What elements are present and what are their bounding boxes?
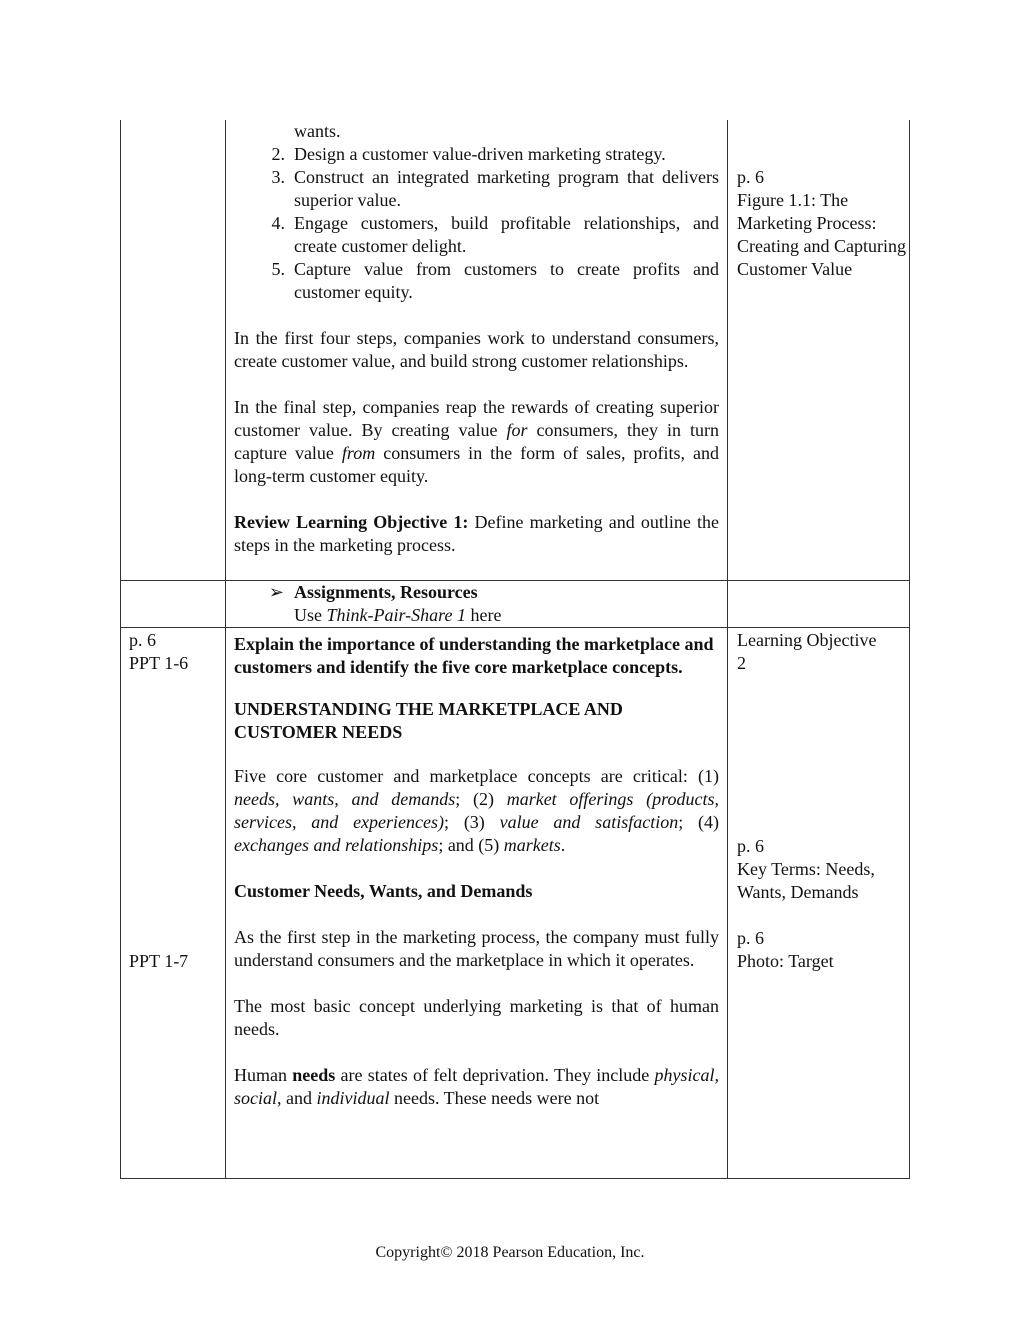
section-heading: UNDERSTANDING THE MARKETPLACE AND CUSTOMER NEEDS (234, 699, 623, 742)
list-item-text: Capture value from customers to create profits and customer equity. (294, 259, 719, 302)
photo-reference: Photo: Target (737, 951, 834, 971)
table-border-right (909, 120, 910, 1178)
figure-reference: Figure 1.1: The Marketing Process: Creating and Capturing Customer Value (737, 190, 906, 279)
lo2-left-ppt-2 (129, 950, 224, 973)
list-number: 4. (271, 213, 285, 233)
table-divider-1 (225, 120, 226, 1178)
list-item-text: wants. (294, 121, 341, 141)
copyright-footer: Copyright© 2018 Pearson Education, Inc. (375, 1244, 645, 1261)
lo2-right-keyterms (737, 835, 907, 973)
list-item-text: Engage customers, build profitable relationships, and create customer delight. (294, 213, 719, 256)
assignments-row (234, 581, 719, 627)
paragraph: In the first four steps, companies work to understand consumers, create customer value, and build strong customer relationships. (234, 328, 719, 371)
list-number: 5. (271, 259, 285, 279)
list-number: 3. (271, 167, 285, 187)
paragraph: The most basic concept underlying marketing is that of human needs. (234, 996, 719, 1039)
ppt-reference: PPT 1-6 (129, 653, 189, 673)
page-reference: p. 6 (737, 167, 764, 187)
page-reference: p. 6 (129, 630, 156, 650)
page-reference: p. 6 (737, 928, 764, 948)
lo2-right-lo (737, 629, 907, 675)
list-item (234, 258, 719, 304)
paragraph: Five core customer and marketplace concepts are critical: (1) needs, wants, and demands; (2) market offerings (products, services, and experiences); (3) value and satisfaction; (4) exchanges and relationships; and (5) markets. (234, 766, 719, 855)
table-border-left (120, 120, 121, 1178)
assignments-text: Use Think-Pair-Share 1 here (294, 605, 502, 625)
paragraph: Human needs are states of felt deprivation. They include physical, social, and individual needs. These needs were not (234, 1065, 719, 1108)
subsection-heading: Customer Needs, Wants, and Demands (234, 881, 533, 901)
table-border-bottom (120, 1178, 910, 1179)
list-item-text: Construct an integrated marketing program that delivers superior value. (294, 167, 719, 210)
list-item (234, 212, 719, 258)
list-item (234, 166, 719, 212)
list-item-text: Design a customer value-driven marketing strategy. (294, 144, 666, 164)
lo2-left-column (129, 629, 224, 675)
assignments-heading: ➢ Assignments, Resources (234, 581, 719, 604)
learning-objective-statement: Explain the importance of understanding the marketplace and customers and identify the five core marketplace concepts. (234, 634, 714, 677)
review-objective: Review Learning Objective 1: Define marketing and outline the steps in the marketing process. (234, 512, 719, 555)
list-item (234, 120, 719, 143)
paragraph: As the first step in the marketing process, the company must fully understand consumers and the marketplace in which it operates. (234, 927, 719, 970)
learning-objective-label: Learning Objective (737, 630, 877, 650)
list-item (234, 143, 719, 166)
lo2-main-column (234, 633, 719, 1110)
top-section-reference (737, 166, 907, 281)
list-number: 2. (271, 144, 285, 164)
page-reference: p. 6 (737, 836, 764, 856)
learning-objective-number: 2 (737, 653, 746, 673)
table-divider-2 (727, 120, 728, 1178)
top-section-content (234, 120, 719, 557)
row-separator-2 (120, 627, 910, 628)
paragraph: In the final step, companies reap the rewards of creating superior customer value. By creating value for consumers, they in turn capture value from consumers in the form of sales, profits, and long-term customer equity. (234, 397, 719, 486)
ppt-reference: PPT 1-7 (129, 951, 189, 971)
arrow-bullet-icon: ➢ (268, 582, 284, 602)
key-terms-reference: Key Terms: Needs, Wants, Demands (737, 859, 875, 902)
